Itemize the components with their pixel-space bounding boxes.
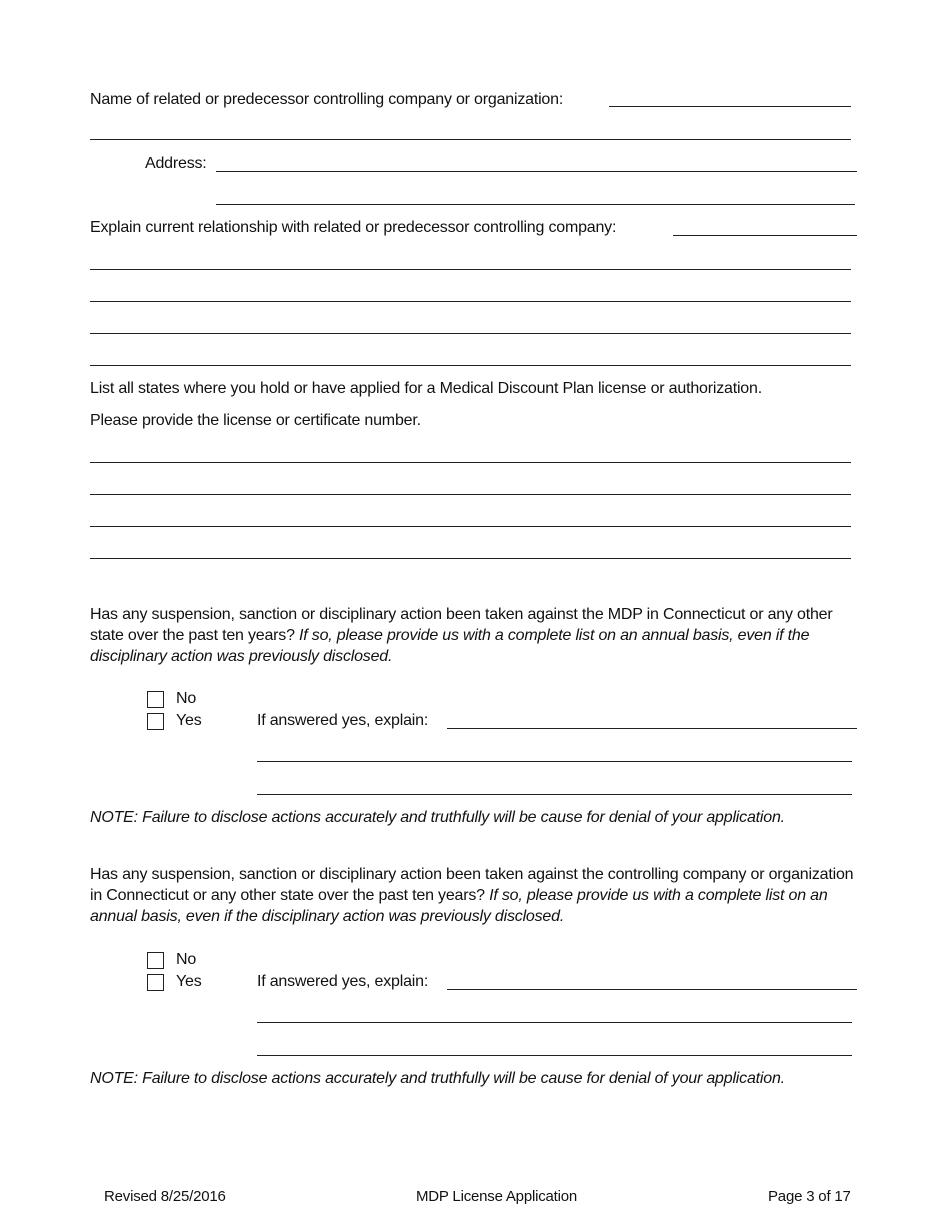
question2-main: Has any suspension, sanction or disciplinary action been taken against the controlling company or organization in Connecticut or any other state over the past ten years? <box>90 866 854 904</box>
address-field-line-2[interactable] <box>216 204 855 205</box>
states-line[interactable] <box>90 462 851 463</box>
relationship-field[interactable] <box>673 235 857 236</box>
relationship-line[interactable] <box>90 269 851 270</box>
question2-explain-label: If answered yes, explain: <box>257 973 429 990</box>
states-line[interactable] <box>90 558 851 559</box>
question2-explain-field[interactable] <box>447 989 857 990</box>
question2-no-label: No <box>176 951 197 968</box>
relationship-line[interactable] <box>90 365 851 366</box>
question2-explain-line[interactable] <box>257 1022 852 1023</box>
question1-explain-line[interactable] <box>257 761 852 762</box>
related-company-label: Name of related or predecessor controlling company or organization: <box>90 91 564 108</box>
question2-note: NOTE: Failure to disclose actions accurately and truthfully will be cause for denial of your application. <box>90 1070 785 1087</box>
question1-note: NOTE: Failure to disclose actions accurately and truthfully will be cause for denial of your application. <box>90 809 785 826</box>
states-label: List all states where you hold or have applied for a Medical Discount Plan license or authorization. <box>90 380 762 397</box>
question2-yes-checkbox[interactable] <box>147 974 164 991</box>
related-company-field-line-2[interactable] <box>90 139 851 140</box>
question1-explain-field[interactable] <box>447 728 857 729</box>
relationship-line[interactable] <box>90 333 851 334</box>
question1-main: Has any suspension, sanction or disciplinary action been taken against the MDP in Connecticut or any other state over the past ten years? <box>90 606 833 644</box>
relationship-label: Explain current relationship with related or predecessor controlling company: <box>90 219 617 236</box>
relationship-line[interactable] <box>90 301 851 302</box>
license-number-label: Please provide the license or certificate number. <box>90 412 421 429</box>
question1-explain-label: If answered yes, explain: <box>257 712 429 729</box>
question2-no-checkbox[interactable] <box>147 952 164 969</box>
question1-no-label: No <box>176 690 197 707</box>
address-label: Address: <box>145 155 207 172</box>
footer-title: MDP License Application <box>416 1188 578 1205</box>
footer-page-number: Page 3 of 17 <box>768 1188 851 1205</box>
question2-text <box>90 864 860 927</box>
question1-explain-line[interactable] <box>257 794 852 795</box>
question1-yes-label: Yes <box>176 712 202 729</box>
question2-yes-label: Yes <box>176 973 202 990</box>
question2-italic: If so, please provide us with a complete list on an annual basis, even if the disciplinary action was previously disclosed. <box>90 887 828 925</box>
question1-yes-checkbox[interactable] <box>147 713 164 730</box>
question2-explain-line[interactable] <box>257 1055 852 1056</box>
question1-text <box>90 604 860 667</box>
question1-no-checkbox[interactable] <box>147 691 164 708</box>
question1-italic: If so, please provide us with a complete list on an annual basis, even if the disciplinary action was previously disclosed. <box>90 627 810 665</box>
address-field[interactable] <box>216 171 857 172</box>
states-line[interactable] <box>90 526 851 527</box>
states-line[interactable] <box>90 494 851 495</box>
footer-revised: Revised 8/25/2016 <box>104 1188 226 1205</box>
related-company-field[interactable] <box>609 106 851 107</box>
